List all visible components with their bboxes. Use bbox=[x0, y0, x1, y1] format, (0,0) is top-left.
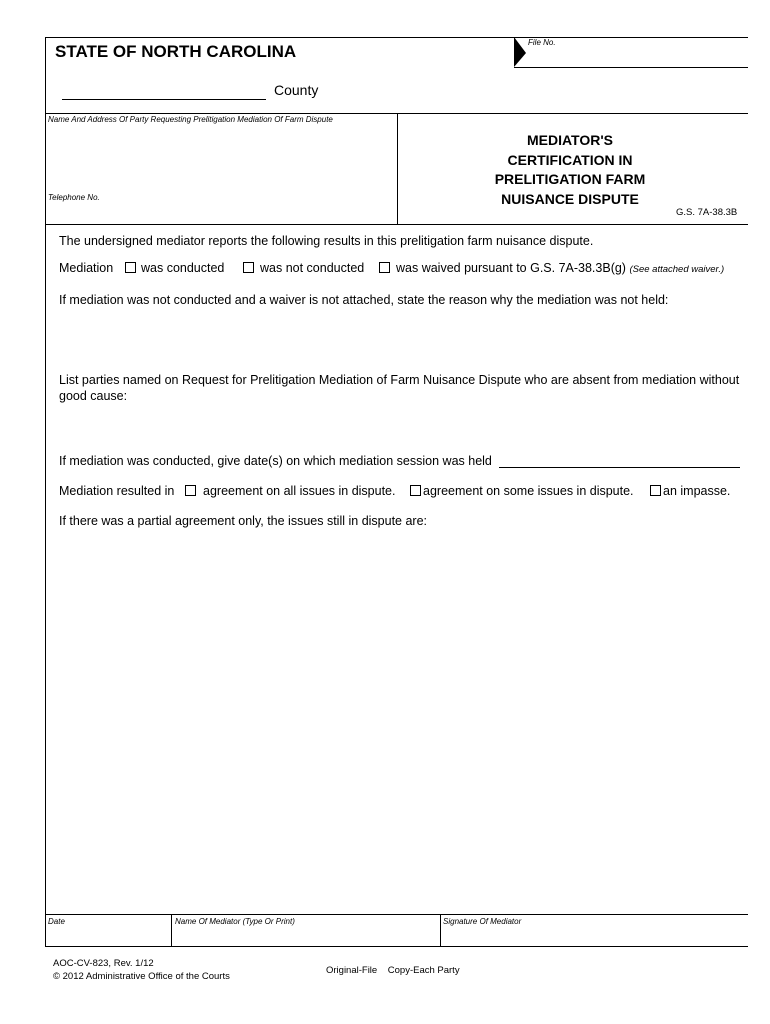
telephone-label: Telephone No. bbox=[48, 193, 100, 202]
county-field[interactable] bbox=[62, 99, 266, 100]
file-no-arrow-icon bbox=[512, 35, 528, 69]
absent-parties-line-1: List parties named on Request for Prelitigation Mediation of Farm Nuisance Dispute who are absent from mediation without bbox=[59, 373, 740, 387]
form-title-line-4: NUISANCE DISPUTE bbox=[501, 190, 639, 207]
left-border bbox=[45, 37, 46, 947]
signature-field[interactable] bbox=[443, 928, 745, 944]
mediation-row bbox=[59, 261, 113, 275]
agreement-some-checkbox[interactable] bbox=[410, 485, 421, 496]
distribution-note: Original-File Copy-Each Party bbox=[326, 965, 460, 976]
issues-in-dispute-field[interactable] bbox=[59, 533, 744, 903]
signature-row-bottom bbox=[45, 946, 748, 947]
file-no-underline bbox=[514, 67, 748, 68]
name-address-field[interactable] bbox=[48, 127, 393, 191]
reason-prompt: If mediation was not conducted and a waiver is not attached, state the reason why the mediation was not held: bbox=[59, 293, 669, 307]
dates-prompt: If mediation was conducted, give date(s) on which mediation session was held bbox=[59, 454, 492, 468]
date-field[interactable] bbox=[48, 928, 168, 944]
county-label: County bbox=[274, 82, 319, 98]
mediator-name-field[interactable] bbox=[175, 928, 437, 944]
reason-field[interactable] bbox=[59, 312, 744, 364]
dates-field[interactable] bbox=[499, 467, 740, 468]
copyright: © 2012 Administrative Office of the Courts bbox=[53, 971, 230, 982]
conducted-checkbox[interactable] bbox=[125, 262, 136, 273]
conducted-label: was conducted bbox=[141, 261, 225, 275]
agreement-all-label: agreement on all issues in dispute. bbox=[203, 484, 396, 498]
signature-divider-1 bbox=[171, 914, 172, 946]
waived-label bbox=[396, 261, 724, 275]
agreement-some-label: agreement on some issues in dispute. bbox=[423, 484, 634, 498]
signature-label: Signature Of Mediator bbox=[443, 917, 522, 926]
mediator-name-label: Name Of Mediator (Type Or Print) bbox=[175, 917, 295, 926]
form-number: AOC-CV-823, Rev. 1/12 bbox=[53, 958, 154, 969]
name-address-label: Name And Address Of Party Requesting Prelitigation Mediation Of Farm Dispute bbox=[48, 115, 333, 124]
party-box-bottom bbox=[45, 224, 748, 225]
form-title-line-2: CERTIFICATION IN bbox=[507, 151, 633, 168]
partial-prompt: If there was a partial agreement only, the issues still in dispute are: bbox=[59, 514, 428, 528]
absent-parties-field[interactable] bbox=[59, 406, 744, 446]
form-title bbox=[440, 131, 700, 209]
form-title-line-3: PRELITIGATION FARM bbox=[494, 171, 646, 187]
not-conducted-label: was not conducted bbox=[260, 261, 365, 275]
statute-reference: G.S. 7A-38.3B bbox=[676, 207, 738, 218]
not-conducted-checkbox[interactable] bbox=[243, 262, 254, 273]
agreement-all-checkbox[interactable] bbox=[185, 485, 196, 496]
impasse-checkbox[interactable] bbox=[650, 485, 661, 496]
signature-divider-2 bbox=[440, 914, 441, 946]
intro-text: The undersigned mediator reports the following results in this prelitigation farm nuisance dispute. bbox=[59, 234, 594, 248]
state-heading: STATE OF NORTH CAROLINA bbox=[55, 42, 297, 61]
absent-parties-line-2: good cause: bbox=[59, 389, 128, 403]
form-title-line-1: MEDIATOR'S bbox=[526, 132, 614, 148]
impasse-label: an impasse. bbox=[663, 484, 731, 498]
waived-text: was waived pursuant to G.S. 7A-38.3B(g) bbox=[396, 261, 626, 275]
waived-checkbox[interactable] bbox=[379, 262, 390, 273]
waiver-note: (See attached waiver.) bbox=[629, 264, 725, 275]
telephone-field[interactable] bbox=[110, 193, 393, 221]
file-no-label: File No. bbox=[528, 38, 556, 47]
top-border bbox=[45, 37, 748, 38]
date-label: Date bbox=[48, 917, 65, 926]
mediation-label: Mediation bbox=[59, 261, 114, 275]
party-box-divider bbox=[397, 113, 398, 224]
result-label: Mediation resulted in bbox=[59, 484, 175, 498]
signature-row-top bbox=[45, 914, 748, 915]
